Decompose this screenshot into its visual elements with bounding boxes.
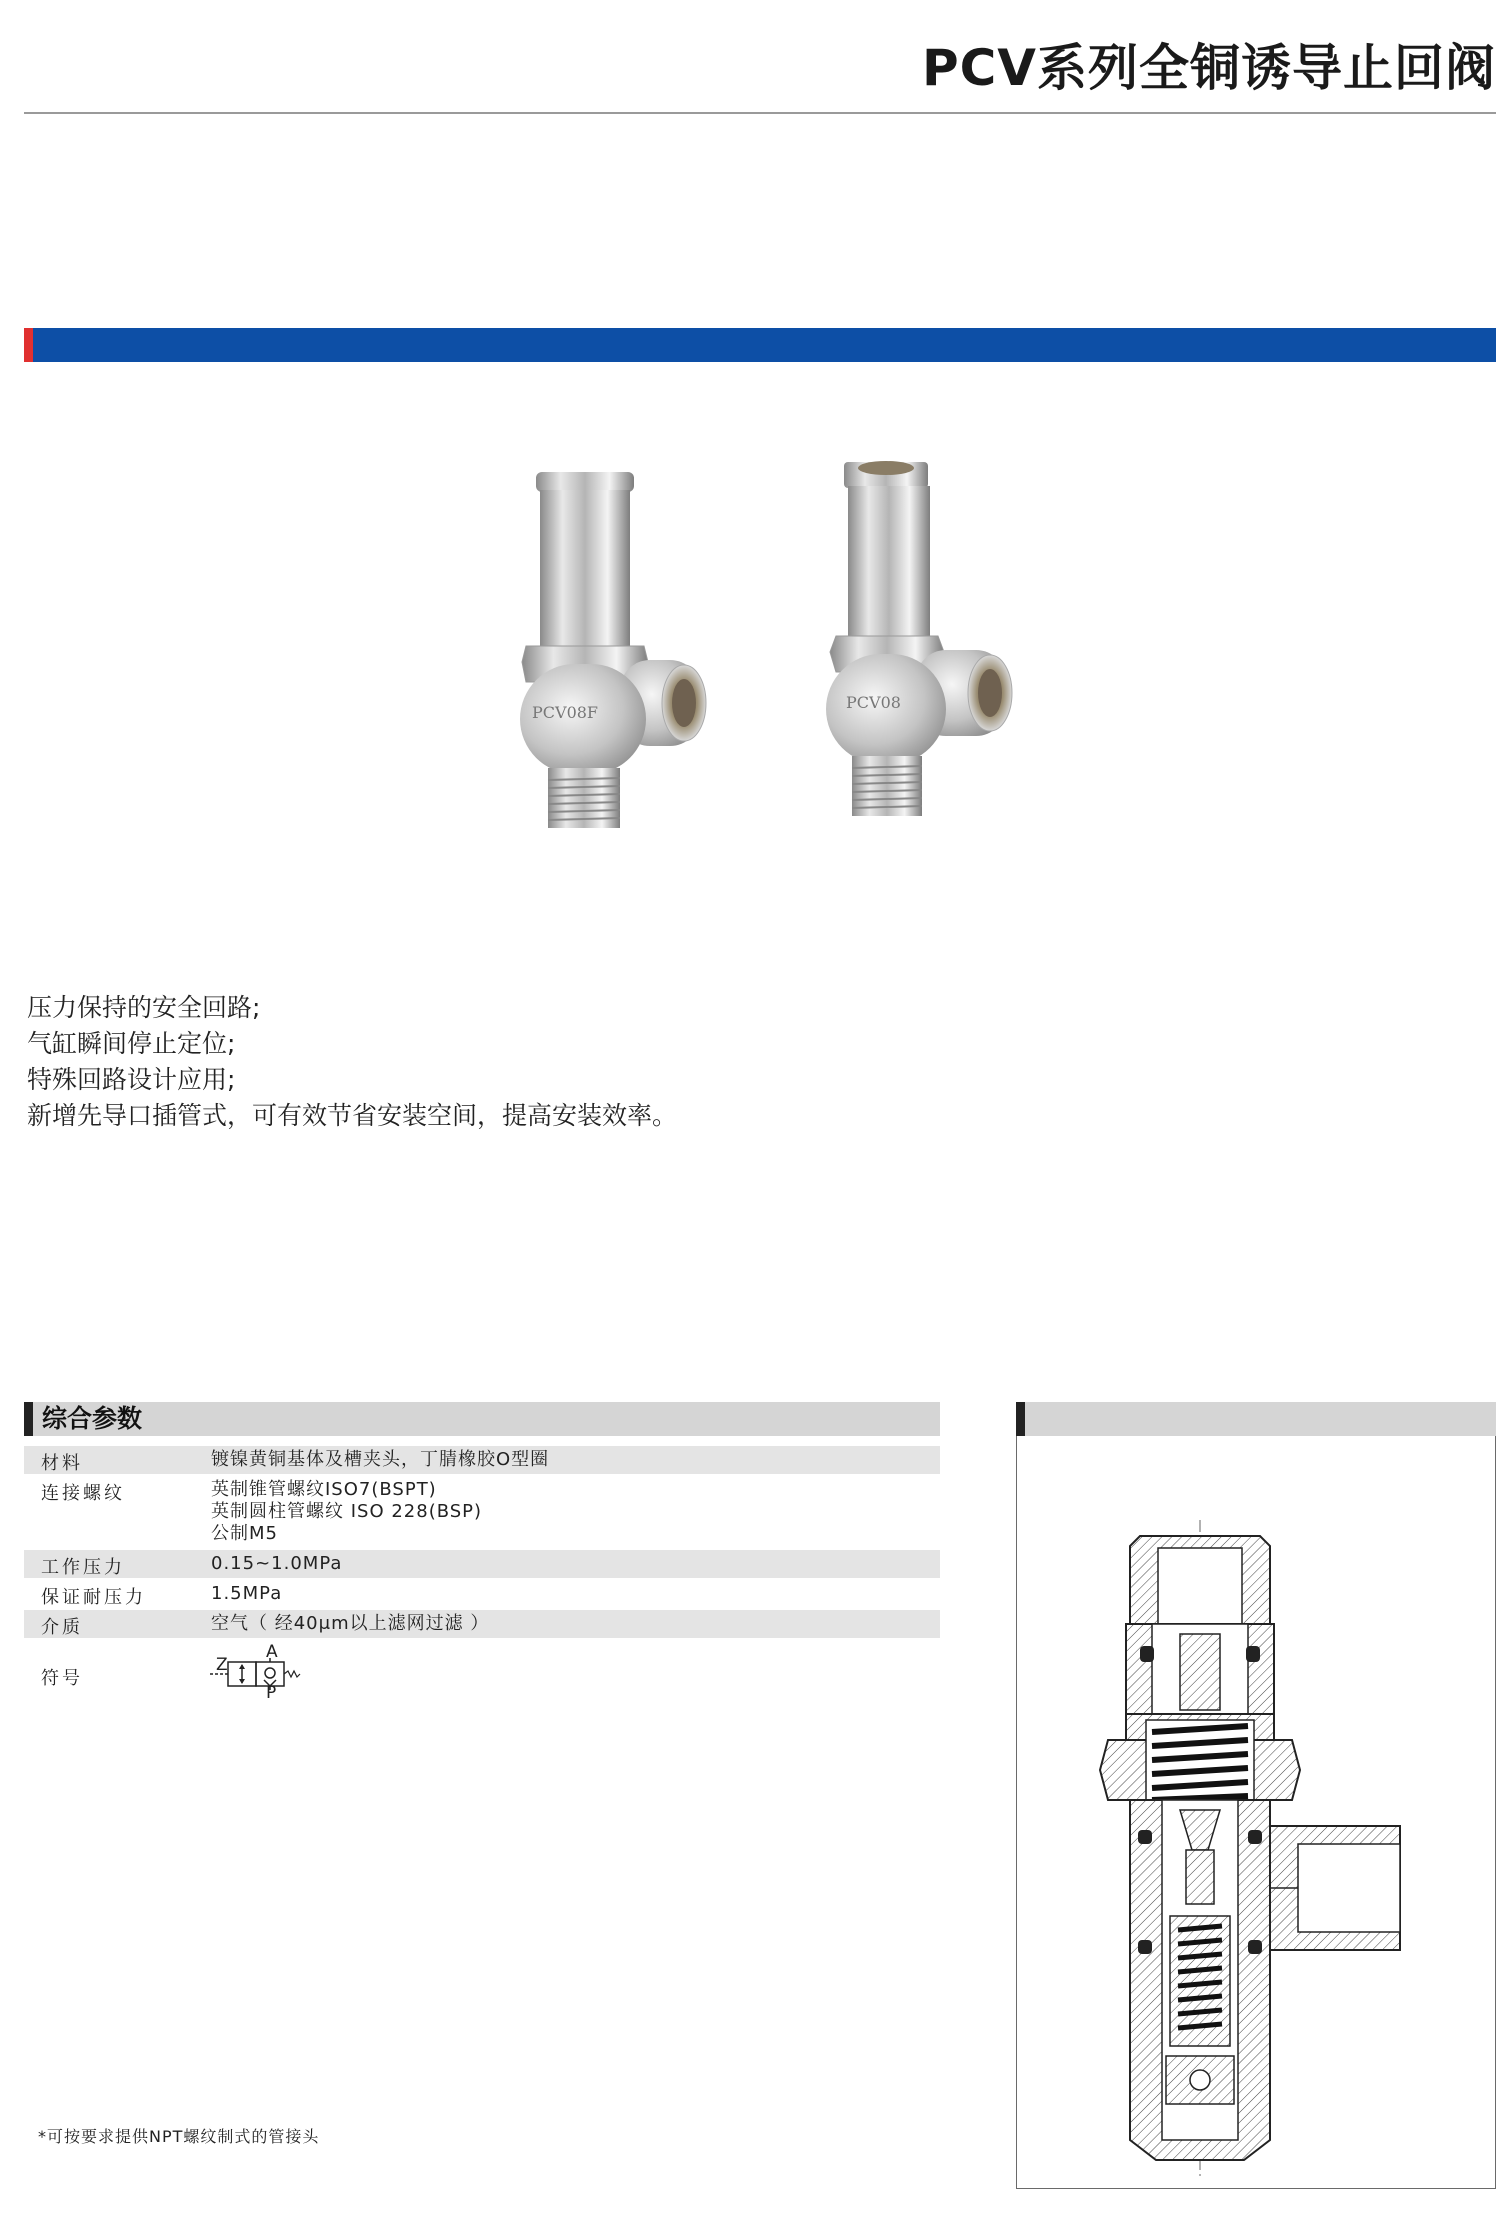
table-row — [24, 1476, 940, 1550]
page-title: PCV系列全铜诱导止回阀 — [921, 39, 1496, 97]
feature-item: 压力保持的安全回路; — [27, 993, 261, 1022]
thread-type: 英制锥管螺纹ISO7(BSPT) — [211, 1479, 437, 1500]
param-value — [211, 1476, 940, 1548]
header-marker — [24, 1402, 33, 1436]
thread-type: 公制M5 — [211, 1523, 278, 1544]
product-pcv08f — [520, 472, 706, 828]
feature-item: 特殊回路设计应用; — [27, 1065, 236, 1094]
params-header — [24, 1402, 940, 1436]
section-panel-header — [1016, 1402, 1496, 1436]
symbol-port-a: A — [266, 1642, 278, 1662]
param-value: 0.15~1.0MPa — [211, 1553, 343, 1574]
banner-red-accent — [24, 328, 33, 362]
param-label: 保证耐压力 — [41, 1587, 146, 1608]
table-row — [24, 1446, 940, 1476]
footnote: *可按要求提供NPT螺纹制式的管接头 — [38, 2127, 320, 2146]
table-row — [24, 1610, 940, 1640]
param-label: 符号 — [41, 1668, 83, 1689]
cross-section-drawing — [1030, 1500, 1480, 2180]
params-table — [24, 1446, 940, 1706]
symbol-port-z: Z — [216, 1655, 228, 1675]
title-divider — [24, 112, 1496, 114]
feature-item: 气缸瞬间停止定位; — [27, 1029, 236, 1058]
params-title: 综合参数 — [42, 1404, 143, 1433]
svg-text:PCV08F: PCV08F — [532, 703, 599, 722]
blue-banner — [24, 328, 1496, 362]
product-photos — [0, 450, 1510, 850]
param-label: 连接螺纹 — [41, 1483, 125, 1504]
param-value: 空气（ 经40μm以上滤网过滤 ） — [211, 1613, 490, 1634]
product-pcv08 — [826, 461, 1012, 816]
symbol-port-p: P — [266, 1683, 277, 1700]
header-marker — [1016, 1402, 1025, 1436]
valve-symbol-icon — [210, 1642, 320, 1700]
param-value: 镀镍黄铜基体及槽夹头，丁腈橡胶O型圈 — [211, 1449, 550, 1470]
table-row — [24, 1550, 940, 1580]
feature-item: 新增先导口插管式，可有效节省安装空间，提高安装效率。 — [27, 1101, 678, 1130]
thread-type: 英制圆柱管螺纹 ISO 228(BSP) — [211, 1501, 483, 1522]
svg-text:PCV08: PCV08 — [846, 693, 901, 712]
feature-list — [27, 990, 677, 1134]
table-row — [24, 1580, 940, 1610]
param-label: 工作压力 — [41, 1557, 125, 1578]
param-label: 材料 — [41, 1453, 83, 1474]
param-label: 介质 — [41, 1617, 83, 1638]
param-value: 1.5MPa — [211, 1583, 283, 1604]
table-row — [24, 1640, 940, 1706]
